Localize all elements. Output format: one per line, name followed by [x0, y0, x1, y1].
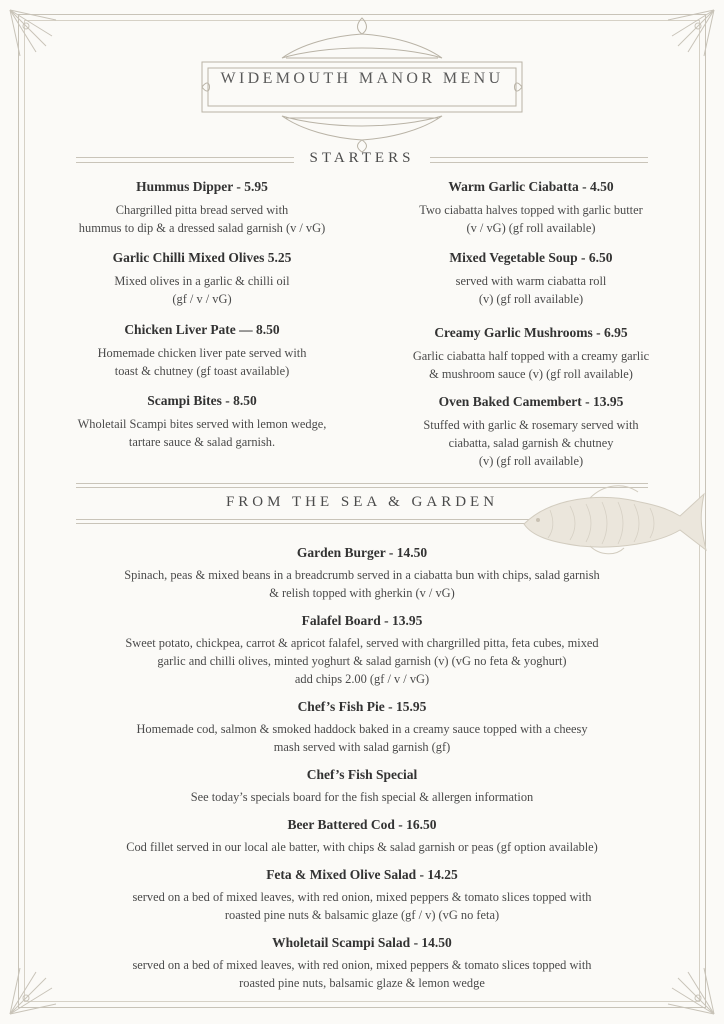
item-desc: ciabatta, salad garnish & chutney — [448, 436, 614, 450]
item-desc: served on a bed of mixed leaves, with red onion, mixed peppers & tomato slices topped with — [132, 958, 592, 972]
item-name: Scampi Bites - 8.50 — [147, 393, 257, 408]
item-desc: toast & chutney (gf toast available) — [114, 364, 290, 378]
item-desc: mash served with salad garnish (gf) — [273, 740, 451, 754]
item-desc: (v) (gf roll available) — [478, 292, 584, 306]
menu-item — [60, 698, 664, 756]
corner-ornament-top-right — [662, 6, 718, 62]
item-desc: See today’s specials board for the fish special & allergen information — [190, 790, 534, 804]
item-desc: (v / vG) (gf roll available) — [466, 221, 596, 235]
item-desc: Mixed olives in a garlic & chilli oil — [114, 274, 290, 288]
item-desc: roasted pine nuts & balsamic glaze (gf / v) (vG no feta) — [224, 908, 500, 922]
item-name: Beer Battered Cod - 16.50 — [287, 817, 437, 832]
item-desc: Sweet potato, chickpea, carrot & apricot falafel, served with chargrilled pitta, feta cubes, mixed — [125, 636, 599, 650]
item-name: Mixed Vegetable Soup - 6.50 — [449, 250, 613, 265]
item-name: Chicken Liver Pate — 8.50 — [124, 322, 280, 337]
item-desc: Spinach, peas & mixed beans in a breadcrumb served in a ciabatta bun with chips, salad garnish — [124, 568, 600, 582]
item-desc: Cod fillet served in our local ale batter, with chips & salad garnish or peas (gf option available) — [126, 840, 598, 854]
item-desc: Homemade chicken liver pate served with — [97, 346, 307, 360]
item-desc: (v) (gf roll available) — [478, 454, 584, 468]
menu-item — [60, 866, 664, 924]
item-desc: hummus to dip & a dressed salad garnish (v / vG) — [78, 221, 326, 235]
item-desc: garlic and chilli olives, minted yoghurt & salad garnish (v) (vG no feta & yoghurt) — [157, 654, 567, 668]
item-desc: served with warm ciabatta roll — [455, 274, 607, 288]
starters-heading: STARTERS — [309, 150, 415, 166]
sea-garden-heading: FROM THE SEA & GARDEN — [225, 494, 499, 510]
item-name: Chef’s Fish Special — [306, 767, 418, 782]
item-name: Feta & Mixed Olive Salad - 14.25 — [266, 867, 458, 882]
menu-item — [378, 324, 684, 383]
item-desc: add chips 2.00 (gf / v / vG) — [294, 672, 430, 686]
menu-item — [48, 321, 356, 380]
item-desc: & mushroom sauce (v) (gf roll available) — [429, 367, 633, 381]
item-desc: (gf / v / vG) — [172, 292, 232, 306]
menu-item — [60, 544, 664, 602]
item-name: Chef’s Fish Pie - 15.95 — [297, 699, 427, 714]
menu-item — [378, 249, 684, 308]
item-desc: Homemade cod, salmon & smoked haddock baked in a creamy sauce topped with a cheesy — [136, 722, 588, 736]
menu-item — [60, 766, 664, 806]
menu-item — [378, 178, 684, 237]
item-desc: Garlic ciabatta half topped with a creamy garlic — [412, 349, 650, 363]
menu-title: WIDEMOUTH MANOR MENU — [220, 70, 504, 87]
item-name: Wholetail Scampi Salad - 14.50 — [272, 935, 452, 950]
item-name: Creamy Garlic Mushrooms - 6.95 — [434, 325, 628, 340]
menu-item — [60, 934, 664, 992]
item-desc: tartare sauce & salad garnish. — [128, 435, 276, 449]
item-desc: Two ciabatta halves topped with garlic butter — [419, 203, 643, 217]
item-desc: & relish topped with gherkin (v / vG) — [269, 586, 455, 600]
item-desc: served on a bed of mixed leaves, with red onion, mixed peppers & tomato slices topped with — [132, 890, 592, 904]
menu-item — [48, 392, 356, 451]
item-name: Hummus Dipper - 5.95 — [136, 179, 268, 194]
item-desc: Stuffed with garlic & rosemary served with — [423, 418, 639, 432]
corner-ornament-bottom-right — [662, 962, 718, 1018]
menu-item — [48, 178, 356, 237]
item-name: Falafel Board - 13.95 — [301, 613, 423, 628]
item-name: Garden Burger - 14.50 — [296, 545, 428, 560]
menu-item — [48, 249, 356, 308]
item-name: Warm Garlic Ciabatta - 4.50 — [448, 179, 614, 194]
menu-item — [378, 393, 684, 470]
item-desc: roasted pine nuts, balsamic glaze & lemon wedge — [239, 976, 485, 990]
corner-ornament-bottom-left — [6, 962, 62, 1018]
item-name: Oven Baked Camembert - 13.95 — [438, 394, 624, 409]
menu-item — [60, 612, 664, 688]
item-desc: Chargrilled pitta bread served with — [115, 203, 289, 217]
corner-ornament-top-left — [6, 6, 62, 62]
fish-eye — [536, 518, 540, 522]
item-desc: Wholetail Scampi bites served with lemon wedge, — [77, 417, 327, 431]
menu-item — [60, 816, 664, 856]
item-name: Garlic Chilli Mixed Olives 5.25 — [112, 250, 292, 265]
